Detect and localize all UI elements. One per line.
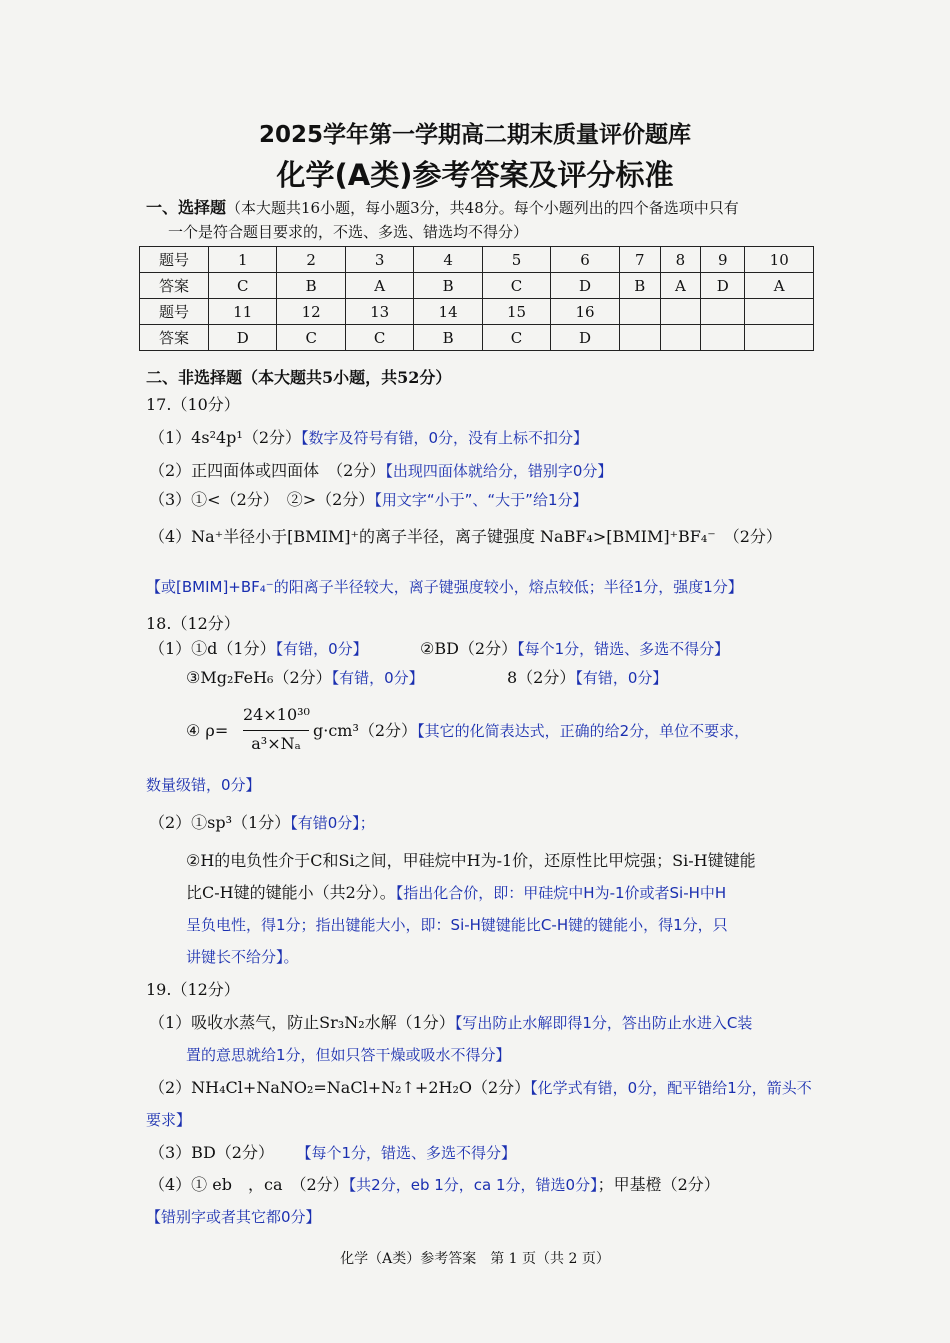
q18-p1a-answer: （1）①d（1分）	[149, 639, 276, 658]
table-cell	[745, 325, 814, 351]
q17-part2	[149, 460, 612, 482]
page-footer: 化学（A类）参考答案 第 1 页（共 2 页）	[340, 1251, 610, 1267]
q19-p3-answer: （3）BD（2分）	[149, 1143, 274, 1162]
section2-heading: 二、非选择题（本大题共5小题，共52分）	[146, 368, 452, 387]
q19-p4-answer: （4）① eb ，ca （2分）	[149, 1175, 349, 1194]
table-cell: B	[414, 273, 482, 299]
section1-desc-1: （本大题共16小题，每小题3分，共48分。每个小题列出的四个备选项中只有	[226, 199, 739, 217]
q18-p1d-answer: 8（2分）	[507, 668, 576, 687]
density-denominator: a³×Nₐ	[251, 734, 301, 753]
q17-p3-answer: （3）①<（2分） ②>（2分）	[149, 490, 375, 509]
q17-p1-note: 【数字及符号有错，0分，没有上标不扣分】	[301, 429, 589, 447]
table-cell: 7	[619, 247, 660, 273]
section1-heading: 一、选择题	[146, 198, 227, 217]
table-cell	[660, 299, 700, 325]
table-cell: D	[701, 273, 745, 299]
q18-p1e-note: 【其它的化简表达式，正确的给2分，单位不要求，	[417, 722, 750, 740]
q18-p1e-note2: 数量级错，0分】	[146, 776, 261, 794]
q18-p2a-answer: （2）①sp³（1分）	[149, 813, 291, 832]
q18-part1b	[420, 638, 729, 660]
table-label-answer: 答案	[140, 273, 209, 299]
table-cell: 9	[701, 247, 745, 273]
q19-part3	[149, 1142, 516, 1164]
table-cell: B	[277, 273, 345, 299]
q18-p1b-note: 【每个1分，错选、多选不得分】	[517, 640, 730, 658]
table-row	[140, 273, 814, 299]
density-numerator: 24×10³⁰	[243, 705, 310, 724]
q19-part1	[149, 1012, 752, 1034]
q18-part2b-line2	[186, 882, 726, 904]
q17-p4-note: 【或[BMIM]+BF₄⁻的阳离子半径较大，离子键强度较小，熔点较低；半径1分，强度1分】	[146, 578, 743, 596]
q18-p1c-answer: ③Mg₂FeH₆（2分）	[186, 668, 332, 687]
q18-p1a-note: 【有错，0分】	[275, 640, 368, 658]
q18-part1a	[149, 638, 368, 660]
table-cell: 2	[277, 247, 345, 273]
table-cell: D	[551, 273, 619, 299]
q19-p1-note: 【写出防止水解即得1分，答出防止水进入C装	[454, 1014, 753, 1032]
q18-p1e-unit: g·cm³（2分）	[313, 721, 418, 740]
q19-p2-note2: 要求】	[146, 1111, 192, 1129]
answer-table	[139, 246, 814, 351]
q19-part4	[149, 1174, 720, 1196]
q17-p1-answer: （1）4s²4p¹（2分）	[149, 428, 302, 447]
q18-p1d-note: 【有错，0分】	[575, 669, 668, 687]
table-cell	[619, 325, 660, 351]
table-cell: 10	[745, 247, 814, 273]
page-title: 2025学年第一学期高二期末质量评价题库	[258, 122, 691, 148]
table-cell: 5	[482, 247, 550, 273]
q18-p2b-note1: 【指出化合价，即：甲硅烷中H为-1价或者Si-H中H	[395, 884, 727, 902]
table-cell	[745, 299, 814, 325]
table-cell: 15	[482, 299, 550, 325]
section1-desc-2: 一个是符合题目要求的，不选、多选、错选均不得分）	[168, 223, 529, 241]
table-cell: 8	[660, 247, 700, 273]
table-cell	[619, 299, 660, 325]
table-cell: B	[619, 273, 660, 299]
q18-p2b-line2-text: 比C-H键的键能小（共2分）。	[186, 883, 396, 902]
q18-p2a-note: 【有错0分】；	[290, 814, 375, 832]
table-cell: 4	[414, 247, 482, 273]
table-cell	[660, 325, 700, 351]
q17-p2-note: 【出现四面体就给分，错别字0分】	[385, 462, 613, 480]
q19-p4-tail: ；甲基橙（2分）	[597, 1175, 720, 1194]
table-cell: A	[345, 273, 413, 299]
table-label-question: 题号	[140, 299, 209, 325]
q18-heading: 18.（12分）	[146, 614, 240, 633]
table-cell: 12	[277, 299, 345, 325]
q18-p2b-note2: 呈负电性，得1分；指出键能大小，即：Si-H键键能比C-H键的键能小，得1分，只	[186, 916, 728, 934]
q19-p1-answer: （1）吸收水蒸气，防止Sr₃N₂水解（1分）	[149, 1013, 455, 1032]
q18-density-prefix: ④ ρ=	[186, 721, 229, 740]
table-cell: D	[209, 325, 277, 351]
q18-p2b-note3: 讲键长不给分】。	[186, 948, 299, 966]
table-label-question: 题号	[140, 247, 209, 273]
page-subtitle: 化学(A类)参考答案及评分标准	[276, 158, 674, 192]
table-label-answer: 答案	[140, 325, 209, 351]
table-cell: 6	[551, 247, 619, 273]
table-cell: C	[277, 325, 345, 351]
q19-part2	[149, 1077, 812, 1099]
q19-heading: 19.（12分）	[146, 980, 240, 999]
q18-p1b-answer: ②BD（2分）	[420, 639, 518, 658]
q18-p2b-line1: ②H的电负性介于C和Si之间，甲硅烷中H为-1价，还原性比甲烷强；Si-H键键能	[186, 851, 756, 870]
table-cell: 1	[209, 247, 277, 273]
q18-part1d	[507, 667, 667, 689]
table-cell: 14	[414, 299, 482, 325]
table-cell	[701, 325, 745, 351]
table-cell: C	[482, 273, 550, 299]
q19-p3-note: 【每个1分，错选、多选不得分】	[303, 1144, 516, 1162]
q18-p1c-note: 【有错，0分】	[331, 669, 424, 687]
q19-p2-answer: （2）NH₄Cl+NaNO₂=NaCl+N₂↑+2H₂O（2分）	[149, 1078, 531, 1097]
section1-desc	[146, 197, 739, 219]
table-row	[140, 247, 814, 273]
table-cell: C	[482, 325, 550, 351]
q17-part3	[149, 489, 588, 511]
q19-p4-note: 【共2分，eb 1分，ca 1分，错选0分】	[348, 1176, 598, 1194]
q17-p2-answer: （2）正四面体或四面体 （2分）	[149, 461, 386, 480]
q18-density-unit	[313, 720, 749, 742]
q19-p1-note2: 置的意思就给1分，但如只答干燥或吸水不得分】	[186, 1046, 511, 1064]
table-cell: A	[745, 273, 814, 299]
q17-heading: 17.（10分）	[146, 395, 240, 414]
table-row	[140, 325, 814, 351]
q18-part2a	[149, 812, 375, 834]
table-row	[140, 299, 814, 325]
q17-p3-note: 【用文字“小于”、“大于”给1分】	[374, 491, 588, 509]
q17-part4: （4）Na⁺半径小于[BMIM]⁺的离子半径，离子键强度 NaBF₄>[BMIM]⁺BF₄⁻ （2分）	[149, 527, 782, 546]
q18-part1c	[186, 667, 424, 689]
table-cell: 16	[551, 299, 619, 325]
table-cell	[701, 299, 745, 325]
table-cell: 13	[345, 299, 413, 325]
table-cell: C	[345, 325, 413, 351]
q19-p4-note2: 【错别字或者其它都0分】	[146, 1208, 321, 1226]
fraction-bar	[243, 730, 309, 731]
table-cell: 11	[209, 299, 277, 325]
table-cell: C	[209, 273, 277, 299]
table-cell: B	[414, 325, 482, 351]
table-cell: 3	[345, 247, 413, 273]
table-cell: D	[551, 325, 619, 351]
q19-p2-note: 【化学式有错，0分，配平错给1分，箭头不	[530, 1079, 812, 1097]
q17-part1	[149, 427, 588, 449]
table-cell: A	[660, 273, 700, 299]
